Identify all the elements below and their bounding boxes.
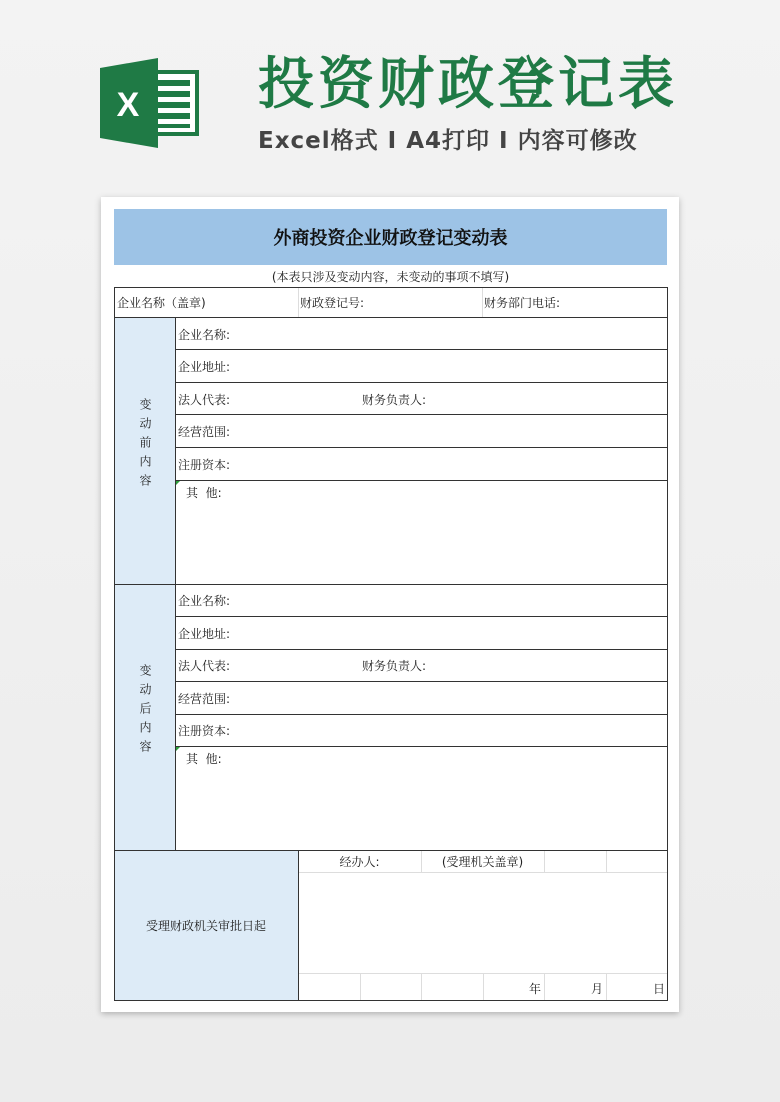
approval-label: 受理财政机关审批日起 xyxy=(145,919,266,933)
reg-no-label: 财政登记号: xyxy=(300,296,365,310)
before-name-field[interactable]: 企业名称: xyxy=(178,328,231,342)
after-finance-head-field[interactable]: 财务负责人: xyxy=(362,659,427,673)
day-label: 日 xyxy=(652,982,665,996)
excel-icon-letter: X xyxy=(116,86,140,124)
after-legal-rep-field[interactable]: 法人代表: xyxy=(178,659,231,673)
after-name-field[interactable]: 企业名称: xyxy=(178,594,231,608)
before-capital-field[interactable]: 注册资本: xyxy=(178,458,231,472)
before-section-label: 变动前内容 xyxy=(138,398,152,493)
before-other-field[interactable]: 其 他: xyxy=(186,486,222,500)
year-label: 年 xyxy=(528,982,541,996)
form-note: (本表只涉及变动内容，未变动的事项不填写) xyxy=(271,269,510,284)
before-finance-head-field[interactable]: 财务负责人: xyxy=(362,393,427,407)
banner-title: 投资财政登记表 xyxy=(258,52,678,117)
banner-subtitle: Excel格式 I A4打印 I 内容可修改 xyxy=(258,128,638,154)
seal-label: (受理机关盖章) xyxy=(441,855,524,869)
before-address-field[interactable]: 企业地址: xyxy=(178,360,231,374)
before-legal-rep-field[interactable]: 法人代表: xyxy=(178,393,231,407)
cell-comment-marker xyxy=(176,481,180,485)
after-section-label: 变动后内容 xyxy=(138,664,152,759)
company-stamp-label: 企业名称（盖章) xyxy=(117,296,206,310)
finance-phone-label: 财务部门电话: xyxy=(484,296,561,310)
before-scope-field[interactable]: 经营范围: xyxy=(178,425,231,439)
excel-icon xyxy=(100,58,200,148)
after-capital-field[interactable]: 注册资本: xyxy=(178,724,231,738)
month-label: 月 xyxy=(590,982,603,996)
cell-comment-marker xyxy=(176,747,180,751)
form-title: 外商投资企业财政登记变动表 xyxy=(114,209,667,265)
after-other-field[interactable]: 其 他: xyxy=(186,752,222,766)
after-scope-field[interactable]: 经营范围: xyxy=(178,692,231,706)
handler-label: 经办人: xyxy=(339,855,380,869)
after-address-field[interactable]: 企业地址: xyxy=(178,627,231,641)
